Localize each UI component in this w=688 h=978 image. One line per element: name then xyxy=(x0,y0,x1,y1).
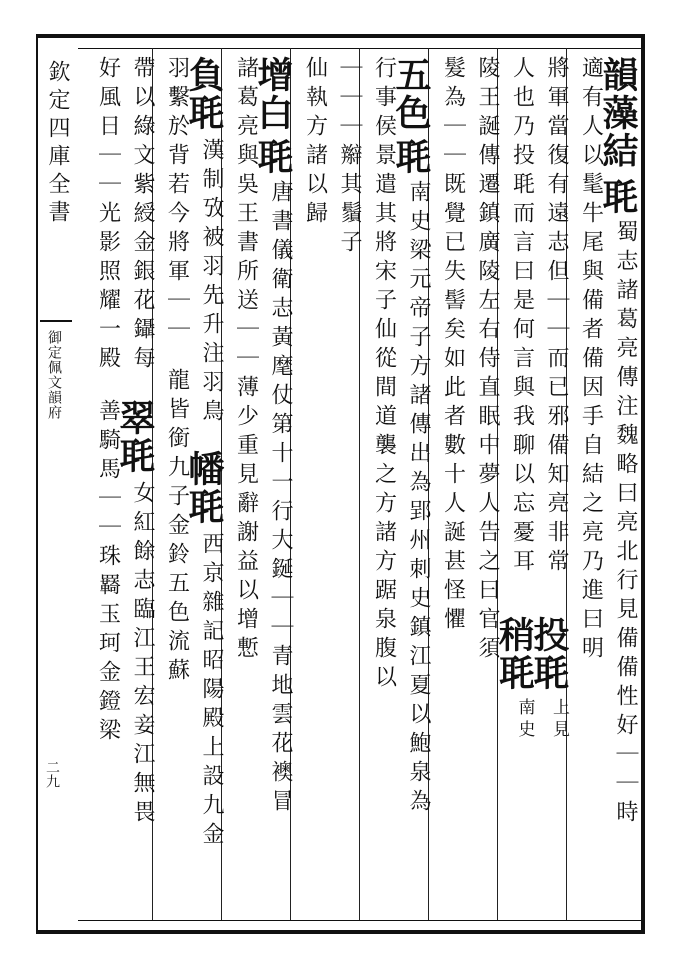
entry-heading: 五色 xyxy=(390,56,432,132)
frame-top-border xyxy=(36,34,644,38)
margin-volume-title: 御定佩文韻府 xyxy=(46,330,62,420)
entry-text: 上見 xyxy=(549,698,569,742)
text-column xyxy=(222,56,257,916)
entry-text: 唐書儀衛志黃麾仗第十一行大鋋｜｜青地雲花襖冒 xyxy=(268,180,293,818)
margin-fishtail-mark xyxy=(40,300,72,322)
entry-text: 陵王誕傳遷鎮廣陵左右侍直眠中夢人告之曰官須 xyxy=(475,56,500,665)
margin-page-number: 二九 xyxy=(44,760,60,788)
entry-heading: 幡毦 xyxy=(183,450,225,526)
entry-text: 將軍當復有遠志但｜｜而已邪備知亮非常 xyxy=(544,56,569,578)
text-column xyxy=(114,56,156,916)
frame-right-border xyxy=(641,34,645,934)
text-column xyxy=(252,56,294,916)
entry-heading: 毦 xyxy=(597,178,639,216)
entry-text: 南史梁元帝子方諸傳出為郢州刺史鎮江夏以鮑泉為 xyxy=(406,180,431,818)
entry-heading: 韻藻結 xyxy=(597,56,639,170)
entry-text: 漢制攷被羽先升注羽鳥 xyxy=(199,138,224,428)
entry-text: 仙執方諸以歸 xyxy=(302,56,328,230)
entry-text: ｜｜｜辮其鬚子 xyxy=(337,56,362,259)
text-column xyxy=(153,56,188,916)
entry-text: 行事侯景遣其將宋子仙從間道襲之方諸方踞泉腹以 xyxy=(371,56,397,694)
text-column xyxy=(326,56,361,916)
text-column xyxy=(429,56,464,916)
entry-text: 諸葛亮與吳王書所送｜｜薄少重見辭謝益以增慙 xyxy=(233,56,259,665)
entry-text: 羽繫於背若今將軍｜｜ xyxy=(164,56,190,346)
margin-book-title: 欽定四庫全書 xyxy=(45,60,70,228)
entry-heading: 投毦 xyxy=(528,616,570,692)
entry-text: 適有人以髦牛尾與備者備因手自結之亮乃進曰明 xyxy=(578,56,604,665)
entry-heading: 毦 xyxy=(252,138,294,176)
text-column xyxy=(390,56,432,916)
text-column xyxy=(528,56,570,916)
text-column xyxy=(493,56,536,916)
entry-heading: 負毦 xyxy=(183,56,225,132)
entry-text: 蜀志諸葛亮傳注魏略曰亮北行見備備性好｜｜時 xyxy=(613,220,638,829)
frame-bottom-border xyxy=(36,930,644,934)
text-column xyxy=(597,56,639,916)
text-column xyxy=(464,56,499,916)
text-column xyxy=(291,56,326,916)
text-column xyxy=(360,56,395,916)
entry-text: 龍皆銜九子金鈴五色流蘇 xyxy=(164,368,190,687)
entry-text: 南史 xyxy=(514,698,535,742)
text-column xyxy=(183,56,225,916)
text-column xyxy=(567,56,602,916)
entry-text: 女紅餘志臨江王宏妾江無畏 xyxy=(130,481,155,829)
entry-text: 西京雜記昭陽殿上設九金 xyxy=(199,532,224,851)
entry-text: 人也乃投毦而言曰是何言與我聊以忘憂耳 xyxy=(509,56,535,578)
inner-bottom-rule xyxy=(78,920,641,921)
entry-text: 帶以綠文紫綬金銀花鑷每 xyxy=(130,56,155,375)
entry-text: 善騎馬｜｜珠羇玉珂金鐙梁 xyxy=(95,399,121,747)
entry-heading: 增白 xyxy=(252,56,294,132)
text-column xyxy=(84,56,119,916)
entry-text: 髮為｜｜既覺已失髻矣如此者數十人誕甚怪懼 xyxy=(440,56,466,636)
entry-heading: 稍毦 xyxy=(493,616,536,692)
entry-heading: 翠毦 xyxy=(114,399,156,475)
entry-text: 好風日｜｜光影照耀一殿 xyxy=(95,56,121,375)
entry-heading: 毦 xyxy=(390,138,432,176)
